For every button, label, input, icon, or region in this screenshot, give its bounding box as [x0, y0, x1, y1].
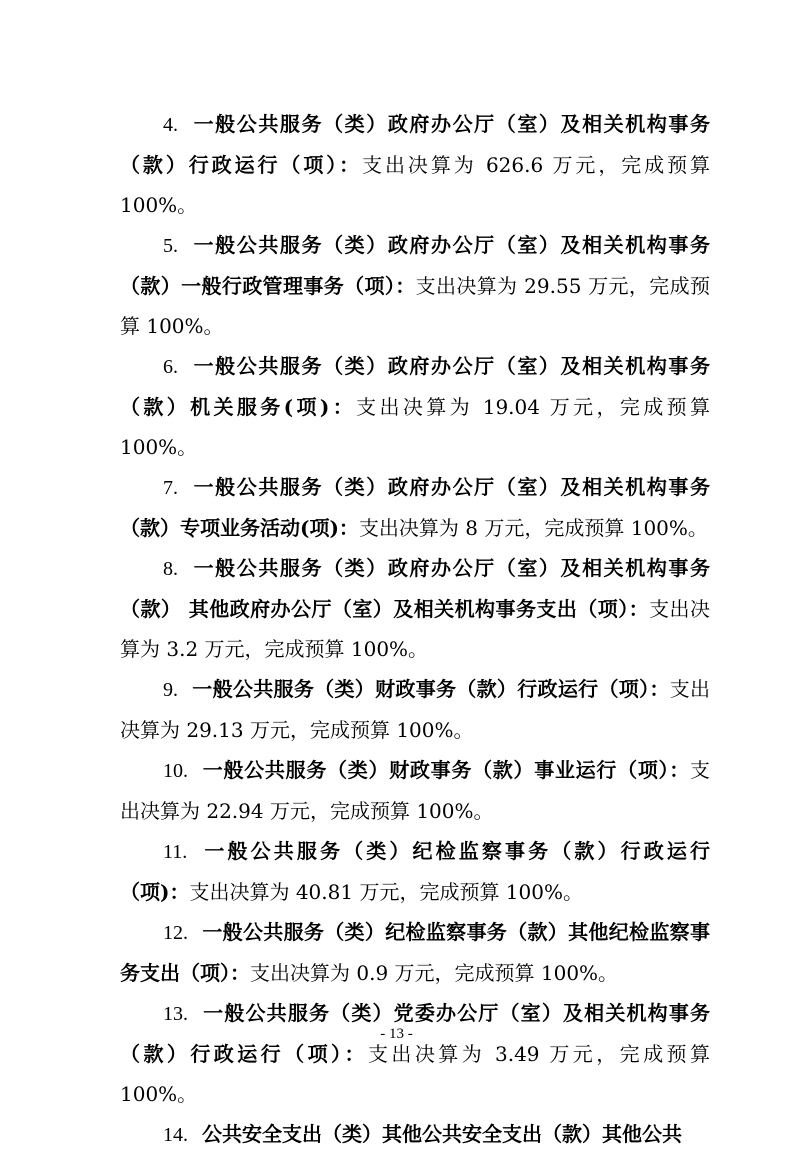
list-item: [120, 750, 710, 831]
item-text: 支出决算为 8 万元，完成预算 100%。: [358, 516, 708, 540]
list-item: [120, 104, 710, 225]
item-text: 支出决算为 29.55 万元，完成预算 100%。: [120, 274, 711, 338]
item-number: 12.: [163, 922, 188, 944]
item-text: 支出决算为 3.2 万元，完成预算 100%。: [120, 597, 711, 661]
list-item: [120, 548, 710, 669]
list-item: [120, 993, 710, 1114]
item-heading: 一般公共服务（类）政府办公厅（室）及相关机构事务（款）机关服务(项)：: [120, 354, 710, 419]
list-item: [120, 1114, 710, 1155]
item-text: 支出决算为 3.49 万元，完成预算 100%。: [120, 1042, 711, 1106]
page-number: - 13 -: [380, 1026, 413, 1042]
item-number: 4.: [163, 114, 178, 136]
item-heading: 一般公共服务（类）党委办公厅（室）及相关机构事务（款）行政运行（项）：: [120, 1001, 710, 1066]
item-number: 14.: [163, 1124, 188, 1146]
item-number: 9.: [163, 679, 178, 701]
item-heading: 一般公共服务（类）财政事务（款）行政运行（项）：: [192, 677, 670, 701]
item-text: 支出决算为 29.13 万元，完成预算 100%。: [120, 677, 711, 742]
item-number: 7.: [163, 477, 178, 499]
item-number: 11.: [163, 841, 188, 863]
item-heading: 一般公共服务（类）政府办公厅（室）及相关机构事务（款）行政运行（项）：: [120, 112, 710, 177]
item-heading: 一般公共服务（类）政府办公厅（室）及相关机构事务（款）专项业务活动(项)：: [120, 475, 710, 540]
expenditure-list: [120, 104, 710, 1155]
list-item: [120, 467, 710, 548]
list-item: [120, 669, 710, 750]
item-heading: 一般公共服务（类）政府办公厅（室）及相关机构事务（款） 其他政府办公厅（室）及相关机构事务支出（项）：: [120, 556, 710, 621]
list-item: [120, 831, 710, 912]
item-text: 支出决算为 0.9 万元，完成预算 100%。: [250, 961, 619, 985]
item-heading: 公共安全支出（类）其他公共安全支出（款）其他公共: [202, 1122, 682, 1146]
item-number: 5.: [163, 235, 178, 257]
item-text: 支出决算为 626.6 万元，完成预算 100%。: [120, 153, 710, 217]
item-text: 支出决算为 22.94 万元，完成预算 100%。: [120, 758, 710, 823]
item-heading: 一般公共服务（类）财政事务（款）事业运行（项）：: [202, 758, 690, 782]
item-number: 10.: [163, 760, 188, 782]
item-number: 6.: [163, 356, 178, 378]
list-item: [120, 912, 710, 993]
list-item: [120, 346, 710, 467]
item-heading: 一般公共服务（类）政府办公厅（室）及相关机构事务（款）一般行政管理事务（项）：: [120, 233, 710, 298]
item-number: 8.: [163, 558, 178, 580]
item-heading: 一般公共服务（类）纪检监察事务（款）行政运行（项)：: [120, 839, 710, 904]
item-text: 支出决算为 19.04 万元，完成预算 100%。: [120, 395, 710, 459]
item-heading: 一般公共服务（类）纪检监察事务（款）其他纪检监察事务支出（项）：: [120, 920, 710, 985]
item-text: 支出决算为 40.81 万元，完成预算 100%。: [189, 880, 583, 904]
item-number: 13.: [163, 1003, 188, 1025]
list-item: [120, 225, 710, 346]
